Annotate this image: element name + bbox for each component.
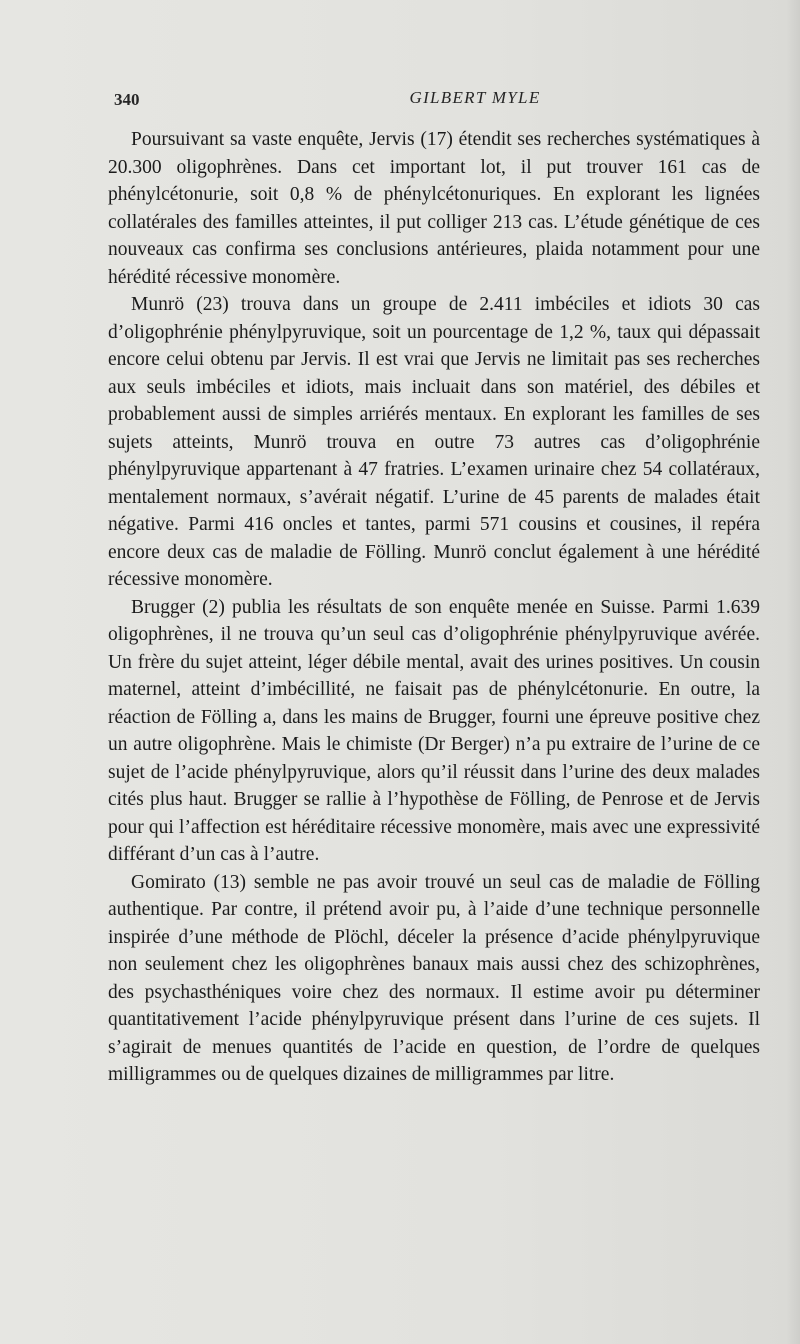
- running-head: GILBERT MYLE: [409, 88, 541, 107]
- body-text: [108, 126, 760, 1089]
- paragraph: Gomirato (13) semble ne pas avoir trouvé un seul cas de maladie de Fölling authentique. Par contre, il prétend avoir pu, à l’aide d’une technique personnelle inspirée d’une méthode de Plöchl, déceler la présence d’acide phénylpyruvique non seulement chez les oligophrènes banaux mais aussi chez des schizophrènes, des psychasthéniques voire chez des normaux. Il estime avoir pu déterminer quantitativement l’acide phénylpyruvique présent dans l’urine de ces sujets. Il s’agirait de menues quantités de l’acide en question, de l’ordre de quelques milligrammes ou de quelques dizaines de milligrammes par litre.: [108, 871, 760, 1085]
- page-edge-shadow: [786, 0, 800, 1344]
- paragraph: Poursuivant sa vaste enquête, Jervis (17) étendit ses recherches systématiques à 20.300 oligophrènes. Dans cet important lot, il put trouver 161 cas de phénylcétonurie, soit 0,8 % de phénylcétonuriques. En explorant les lignées collatérales des familles atteintes, il put colliger 213 cas. L’étude génétique de ces nouveaux cas confirma ses conclusions antérieures, plaida notamment pour une hérédité récessive monomère.: [108, 129, 760, 288]
- page-header: [110, 84, 760, 114]
- paragraph: Munrö (23) trouva dans un groupe de 2.411 imbéciles et idiots 30 cas d’oligophrénie phénylpyruvique, soit un pourcentage de 1,2 %, taux qui dépassait encore celui obtenu par Jervis. Il est vrai que Jervis ne limitait pas ses recherches aux seuls imbéciles et idiots, mais incluait dans son matériel, des débiles et probablement aussi de simples arriérés mentaux. En explorant les familles de ses sujets atteints, Munrö trouva en outre 73 autres cas d’oligophrénie phénylpyruvique appartenant à 47 fratries. L’examen urinaire chez 54 collatéraux, mentalement normaux, s’avérait négatif. L’urine de 45 parents de malades était négative. Parmi 416 oncles et tantes, parmi 571 cousins et cousines, il repéra encore deux cas de maladie de Fölling. Munrö conclut également à une hérédité récessive monomère.: [108, 294, 760, 590]
- page-number: 340: [114, 90, 140, 109]
- paragraph: Brugger (2) publia les résultats de son enquête menée en Suisse. Parmi 1.639 oligophrènes, il ne trouva qu’un seul cas d’oligophrénie phénylpyruvique avérée. Un frère du sujet atteint, léger débile mental, avait des urines positives. Un cousin maternel, atteint d’imbécillité, ne faisait pas de phénylcétonurie. En outre, la réaction de Fölling a, dans les mains de Brugger, fourni une épreuve positive chez un autre oligophrène. Mais le chimiste (Dr Berger) n’a pu extraire de l’urine de ce sujet de l’acide phénylpyruvique, alors qu’il réussit dans l’urine des deux malades cités plus haut. Brugger se rallie à l’hypothèse de Fölling, de Penrose et de Jervis pour qui l’affection est héréditaire récessive monomère, mais avec une expressivité différant d’un cas à l’autre.: [108, 596, 760, 865]
